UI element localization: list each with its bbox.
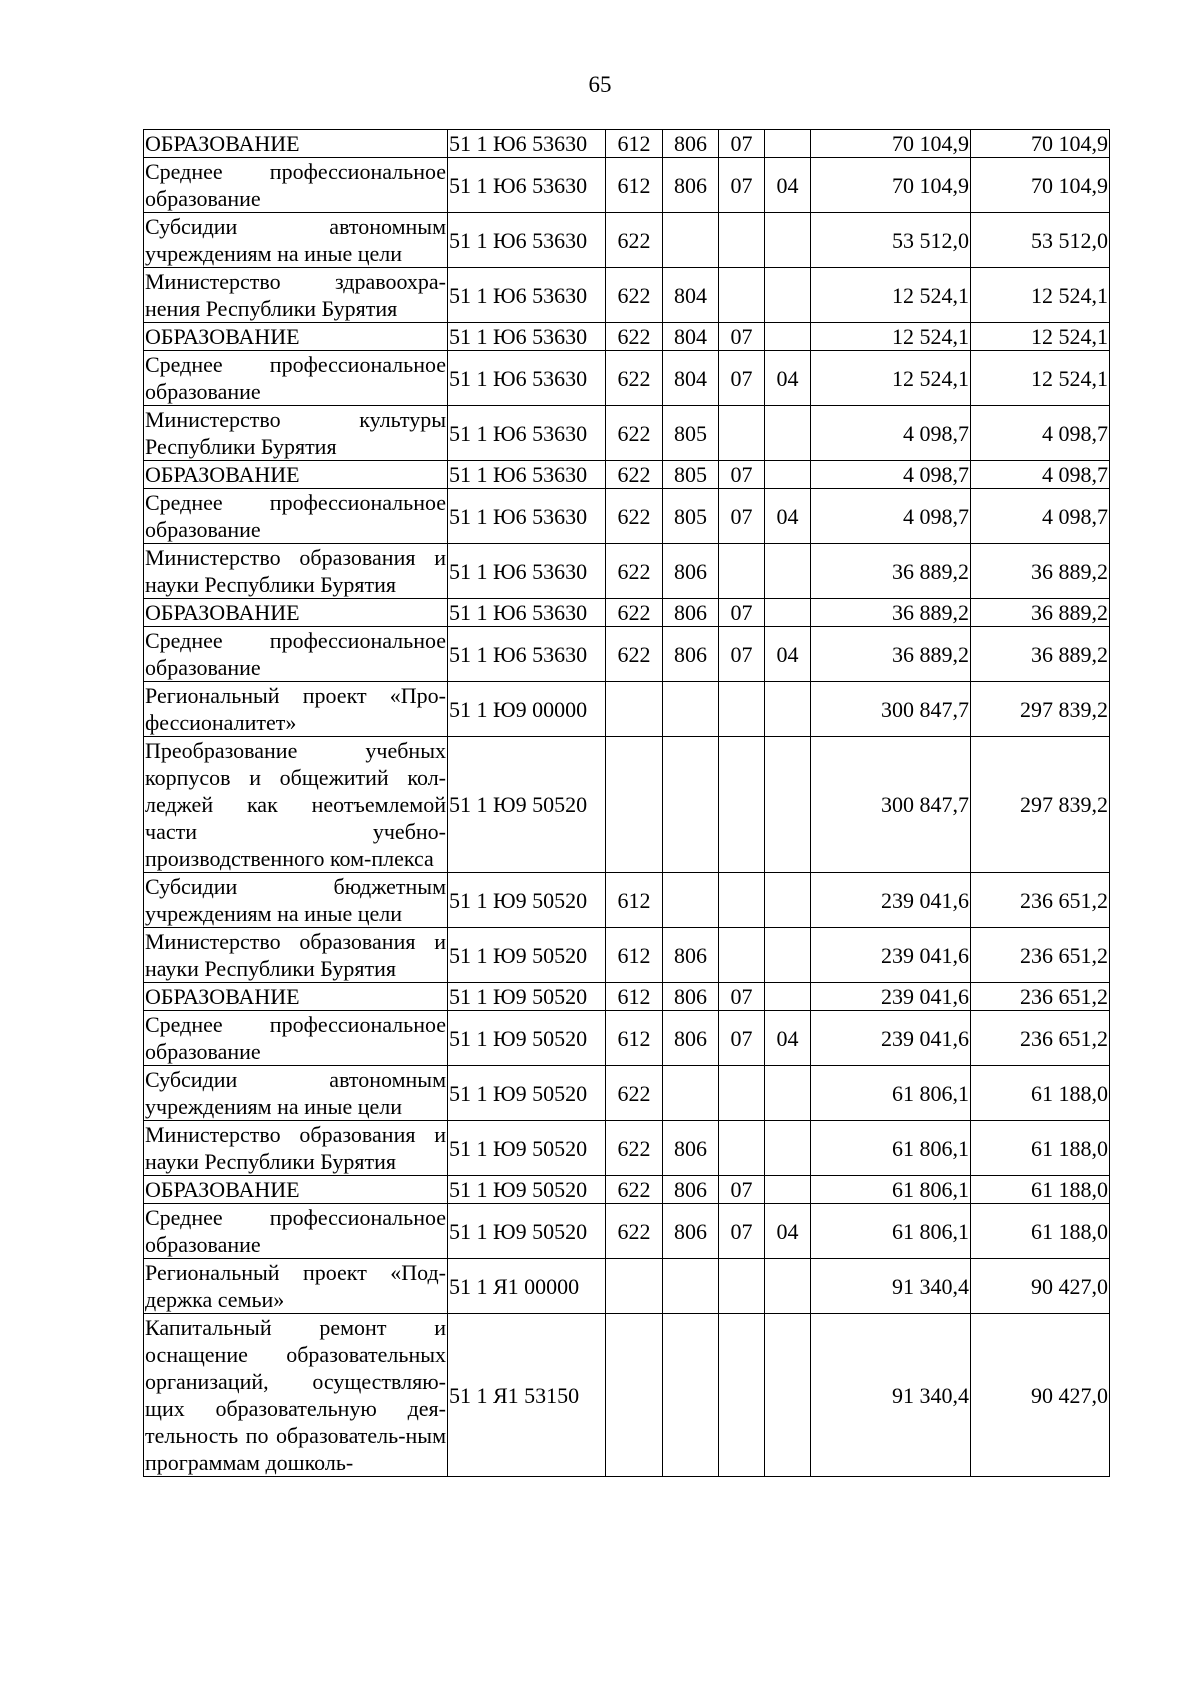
- row-name-cell: Среднее профессиональное образование: [145, 628, 446, 680]
- section-code-cell: 07: [719, 461, 765, 489]
- subsection-code-cell: [765, 1121, 811, 1176]
- amount-2-cell: 4 098,7: [971, 461, 1110, 489]
- amount-2-cell: 12 524,1: [971, 351, 1110, 406]
- amount-1-cell: 239 041,6: [811, 873, 971, 928]
- target-code-cell: 51 1 Ю6 53630: [448, 599, 606, 627]
- section-code-cell: [719, 406, 765, 461]
- expense-type-cell: 622: [606, 323, 663, 351]
- amount-1-cell: 36 889,2: [811, 627, 971, 682]
- amount-2-cell: 12 524,1: [971, 323, 1110, 351]
- amount-1-cell: 4 098,7: [811, 406, 971, 461]
- section-code-cell: 07: [719, 1176, 765, 1204]
- ministry-code-cell: 806: [663, 130, 719, 158]
- table-row: [144, 737, 1110, 873]
- target-code-cell: 51 1 Ю6 53630: [448, 158, 606, 213]
- target-code-cell: 51 1 Ю9 50520: [448, 1066, 606, 1121]
- table-row: [144, 461, 1110, 489]
- table-row: [144, 351, 1110, 406]
- amount-1-cell: 61 806,1: [811, 1176, 971, 1204]
- target-code-cell: 51 1 Ю6 53630: [448, 544, 606, 599]
- target-code-cell: 51 1 Ю6 53630: [448, 268, 606, 323]
- amount-2-cell: 4 098,7: [971, 489, 1110, 544]
- amount-1-cell: 61 806,1: [811, 1121, 971, 1176]
- section-code-cell: 07: [719, 1204, 765, 1259]
- section-code-cell: 07: [719, 627, 765, 682]
- expense-type-cell: 622: [606, 351, 663, 406]
- amount-2-cell: 297 839,2: [971, 682, 1110, 737]
- amount-1-cell: 12 524,1: [811, 351, 971, 406]
- subsection-code-cell: [765, 1066, 811, 1121]
- expense-type-cell: [606, 737, 663, 873]
- section-code-cell: [719, 737, 765, 873]
- subsection-code-cell: 04: [765, 351, 811, 406]
- amount-1-cell: 12 524,1: [811, 268, 971, 323]
- row-name-cell: Министерство здравоохра-нения Республики Бурятия: [145, 269, 446, 321]
- expense-type-cell: 622: [606, 1121, 663, 1176]
- row-name-cell: Капитальный ремонт и оснащение образовательных организаций, осуществляю-щих образовательную дея-тельность по образователь-ным программам дошколь-: [145, 1315, 446, 1475]
- table-row: [144, 268, 1110, 323]
- section-code-cell: 07: [719, 323, 765, 351]
- amount-2-cell: 70 104,9: [971, 130, 1110, 158]
- expense-type-cell: 622: [606, 544, 663, 599]
- amount-1-cell: 61 806,1: [811, 1204, 971, 1259]
- amount-2-cell: 61 188,0: [971, 1204, 1110, 1259]
- expense-type-cell: 622: [606, 627, 663, 682]
- row-name-cell: ОБРАЗОВАНИЕ: [144, 461, 448, 489]
- target-code-cell: 51 1 Ю6 53630: [448, 489, 606, 544]
- ministry-code-cell: [663, 1066, 719, 1121]
- section-code-cell: 07: [719, 983, 765, 1011]
- expense-type-cell: 612: [606, 130, 663, 158]
- subsection-code-cell: [765, 1176, 811, 1204]
- ministry-code-cell: 806: [663, 627, 719, 682]
- amount-2-cell: 36 889,2: [971, 599, 1110, 627]
- target-code-cell: 51 1 Ю9 50520: [448, 1176, 606, 1204]
- amount-1-cell: 91 340,4: [811, 1314, 971, 1477]
- expense-type-cell: 612: [606, 983, 663, 1011]
- expense-type-cell: 622: [606, 213, 663, 268]
- amount-1-cell: 12 524,1: [811, 323, 971, 351]
- section-code-cell: [719, 268, 765, 323]
- row-name-cell: Региональный проект «Под-держка семьи»: [145, 1260, 446, 1312]
- ministry-code-cell: 804: [663, 268, 719, 323]
- row-name-cell: Министерство образования и науки Республики Бурятия: [145, 929, 446, 981]
- target-code-cell: 51 1 Ю9 50520: [448, 873, 606, 928]
- section-code-cell: [719, 682, 765, 737]
- table-row: [144, 1066, 1110, 1121]
- ministry-code-cell: 806: [663, 1176, 719, 1204]
- table-row: [144, 599, 1110, 627]
- target-code-cell: 51 1 Ю9 00000: [448, 682, 606, 737]
- row-name-cell: Субсидии автономным учреждениям на иные цели: [145, 1067, 446, 1119]
- row-name-cell: Министерство культуры Республики Бурятия: [145, 407, 446, 459]
- table-row: [144, 1121, 1110, 1176]
- subsection-code-cell: [765, 1314, 811, 1477]
- table-row: [144, 627, 1110, 682]
- row-name-cell: Среднее профессиональное образование: [145, 352, 446, 404]
- table-row: [144, 1176, 1110, 1204]
- amount-1-cell: 300 847,7: [811, 682, 971, 737]
- expense-type-cell: 612: [606, 1011, 663, 1066]
- ministry-code-cell: [663, 682, 719, 737]
- target-code-cell: 51 1 Ю6 53630: [448, 130, 606, 158]
- subsection-code-cell: 04: [765, 1204, 811, 1259]
- ministry-code-cell: 806: [663, 1011, 719, 1066]
- amount-1-cell: 36 889,2: [811, 544, 971, 599]
- amount-2-cell: 90 427,0: [971, 1314, 1110, 1477]
- ministry-code-cell: 806: [663, 928, 719, 983]
- row-name-cell: Министерство образования и науки Республики Бурятия: [145, 545, 446, 597]
- section-code-cell: [719, 928, 765, 983]
- amount-2-cell: 297 839,2: [971, 737, 1110, 873]
- section-code-cell: 07: [719, 599, 765, 627]
- subsection-code-cell: [765, 268, 811, 323]
- section-code-cell: 07: [719, 351, 765, 406]
- subsection-code-cell: [765, 599, 811, 627]
- table-row: [144, 1314, 1110, 1477]
- subsection-code-cell: [765, 1259, 811, 1314]
- amount-2-cell: 90 427,0: [971, 1259, 1110, 1314]
- expense-type-cell: 622: [606, 1176, 663, 1204]
- amount-2-cell: 61 188,0: [971, 1066, 1110, 1121]
- target-code-cell: 51 1 Ю9 50520: [448, 1011, 606, 1066]
- subsection-code-cell: [765, 682, 811, 737]
- row-name-cell: Региональный проект «Про-фессионалитет»: [145, 683, 446, 735]
- row-name-cell: Преобразование учебных корпусов и общежитий кол-леджей как неотъемлемой части учебно-производственного ком-плекса: [145, 738, 446, 871]
- ministry-code-cell: [663, 213, 719, 268]
- ministry-code-cell: 805: [663, 406, 719, 461]
- table-row: [144, 130, 1110, 158]
- row-name-cell: Субсидии автономным учреждениям на иные цели: [145, 214, 446, 266]
- amount-2-cell: 36 889,2: [971, 544, 1110, 599]
- table-row: [144, 873, 1110, 928]
- amount-1-cell: 91 340,4: [811, 1259, 971, 1314]
- row-name-cell: Среднее профессиональное образование: [145, 1012, 446, 1064]
- expense-type-cell: [606, 1314, 663, 1477]
- subsection-code-cell: [765, 130, 811, 158]
- ministry-code-cell: 806: [663, 158, 719, 213]
- row-name-cell: Субсидии бюджетным учреждениям на иные цели: [145, 874, 446, 926]
- amount-1-cell: 70 104,9: [811, 130, 971, 158]
- amount-2-cell: 61 188,0: [971, 1121, 1110, 1176]
- subsection-code-cell: [765, 928, 811, 983]
- table-row: [144, 158, 1110, 213]
- expense-type-cell: [606, 1259, 663, 1314]
- expense-type-cell: 622: [606, 489, 663, 544]
- subsection-code-cell: 04: [765, 489, 811, 544]
- amount-1-cell: 70 104,9: [811, 158, 971, 213]
- ministry-code-cell: 806: [663, 983, 719, 1011]
- amount-2-cell: 236 651,2: [971, 983, 1110, 1011]
- ministry-code-cell: 806: [663, 544, 719, 599]
- amount-1-cell: 4 098,7: [811, 489, 971, 544]
- table-row: [144, 544, 1110, 599]
- row-name-cell: Среднее профессиональное образование: [145, 1205, 446, 1257]
- target-code-cell: 51 1 Ю9 50520: [448, 1204, 606, 1259]
- expense-type-cell: [606, 682, 663, 737]
- budget-table: [143, 129, 1110, 1477]
- amount-2-cell: 236 651,2: [971, 1011, 1110, 1066]
- amount-2-cell: 236 651,2: [971, 928, 1110, 983]
- row-name-cell: ОБРАЗОВАНИЕ: [144, 323, 448, 351]
- subsection-code-cell: 04: [765, 627, 811, 682]
- section-code-cell: [719, 873, 765, 928]
- row-name-cell: ОБРАЗОВАНИЕ: [144, 599, 448, 627]
- target-code-cell: 51 1 Ю9 50520: [448, 737, 606, 873]
- section-code-cell: 07: [719, 158, 765, 213]
- subsection-code-cell: [765, 737, 811, 873]
- expense-type-cell: 622: [606, 1204, 663, 1259]
- ministry-code-cell: [663, 873, 719, 928]
- subsection-code-cell: 04: [765, 158, 811, 213]
- subsection-code-cell: [765, 461, 811, 489]
- target-code-cell: 51 1 Я1 00000: [448, 1259, 606, 1314]
- table-row: [144, 406, 1110, 461]
- section-code-cell: 07: [719, 489, 765, 544]
- ministry-code-cell: 805: [663, 461, 719, 489]
- subsection-code-cell: [765, 983, 811, 1011]
- amount-2-cell: 236 651,2: [971, 873, 1110, 928]
- target-code-cell: 51 1 Ю9 50520: [448, 983, 606, 1011]
- section-code-cell: 07: [719, 130, 765, 158]
- table-row: [144, 213, 1110, 268]
- table-row: [144, 489, 1110, 544]
- amount-1-cell: 36 889,2: [811, 599, 971, 627]
- target-code-cell: 51 1 Ю6 53630: [448, 323, 606, 351]
- ministry-code-cell: 806: [663, 1121, 719, 1176]
- amount-2-cell: 70 104,9: [971, 158, 1110, 213]
- section-code-cell: [719, 1066, 765, 1121]
- amount-2-cell: 61 188,0: [971, 1176, 1110, 1204]
- table-row: [144, 1204, 1110, 1259]
- target-code-cell: 51 1 Ю6 53630: [448, 406, 606, 461]
- subsection-code-cell: [765, 873, 811, 928]
- expense-type-cell: 622: [606, 268, 663, 323]
- expense-type-cell: 622: [606, 461, 663, 489]
- subsection-code-cell: [765, 544, 811, 599]
- target-code-cell: 51 1 Ю9 50520: [448, 928, 606, 983]
- target-code-cell: 51 1 Ю9 50520: [448, 1121, 606, 1176]
- subsection-code-cell: [765, 406, 811, 461]
- section-code-cell: [719, 1121, 765, 1176]
- expense-type-cell: 622: [606, 599, 663, 627]
- row-name-cell: ОБРАЗОВАНИЕ: [144, 130, 448, 158]
- amount-2-cell: 53 512,0: [971, 213, 1110, 268]
- ministry-code-cell: 805: [663, 489, 719, 544]
- table-row: [144, 983, 1110, 1011]
- expense-type-cell: 622: [606, 406, 663, 461]
- table-row: [144, 682, 1110, 737]
- section-code-cell: 07: [719, 1011, 765, 1066]
- ministry-code-cell: [663, 1314, 719, 1477]
- ministry-code-cell: 804: [663, 323, 719, 351]
- table-row: [144, 1011, 1110, 1066]
- amount-1-cell: 61 806,1: [811, 1066, 971, 1121]
- target-code-cell: 51 1 Ю6 53630: [448, 351, 606, 406]
- target-code-cell: 51 1 Ю6 53630: [448, 213, 606, 268]
- subsection-code-cell: [765, 213, 811, 268]
- ministry-code-cell: 806: [663, 599, 719, 627]
- section-code-cell: [719, 1259, 765, 1314]
- row-name-cell: Среднее профессиональное образование: [145, 490, 446, 542]
- subsection-code-cell: [765, 323, 811, 351]
- amount-1-cell: 4 098,7: [811, 461, 971, 489]
- target-code-cell: 51 1 Ю6 53630: [448, 627, 606, 682]
- expense-type-cell: 612: [606, 928, 663, 983]
- expense-type-cell: 622: [606, 1066, 663, 1121]
- section-code-cell: [719, 544, 765, 599]
- target-code-cell: 51 1 Я1 53150: [448, 1314, 606, 1477]
- amount-2-cell: 4 098,7: [971, 406, 1110, 461]
- row-name-cell: ОБРАЗОВАНИЕ: [144, 983, 448, 1011]
- target-code-cell: 51 1 Ю6 53630: [448, 461, 606, 489]
- amount-1-cell: 239 041,6: [811, 983, 971, 1011]
- amount-1-cell: 239 041,6: [811, 928, 971, 983]
- table-row: [144, 323, 1110, 351]
- table-row: [144, 1259, 1110, 1314]
- expense-type-cell: 612: [606, 873, 663, 928]
- amount-2-cell: 36 889,2: [971, 627, 1110, 682]
- table-row: [144, 928, 1110, 983]
- subsection-code-cell: 04: [765, 1011, 811, 1066]
- amount-1-cell: 53 512,0: [811, 213, 971, 268]
- amount-1-cell: 300 847,7: [811, 737, 971, 873]
- row-name-cell: Министерство образования и науки Республики Бурятия: [145, 1122, 446, 1174]
- ministry-code-cell: [663, 1259, 719, 1314]
- section-code-cell: [719, 213, 765, 268]
- row-name-cell: Среднее профессиональное образование: [145, 159, 446, 211]
- ministry-code-cell: 806: [663, 1204, 719, 1259]
- row-name-cell: ОБРАЗОВАНИЕ: [144, 1176, 448, 1204]
- expense-type-cell: 612: [606, 158, 663, 213]
- amount-2-cell: 12 524,1: [971, 268, 1110, 323]
- amount-1-cell: 239 041,6: [811, 1011, 971, 1066]
- budget-table-body: [144, 130, 1110, 1477]
- page-number: 65: [588, 72, 612, 97]
- ministry-code-cell: 804: [663, 351, 719, 406]
- ministry-code-cell: [663, 737, 719, 873]
- section-code-cell: [719, 1314, 765, 1477]
